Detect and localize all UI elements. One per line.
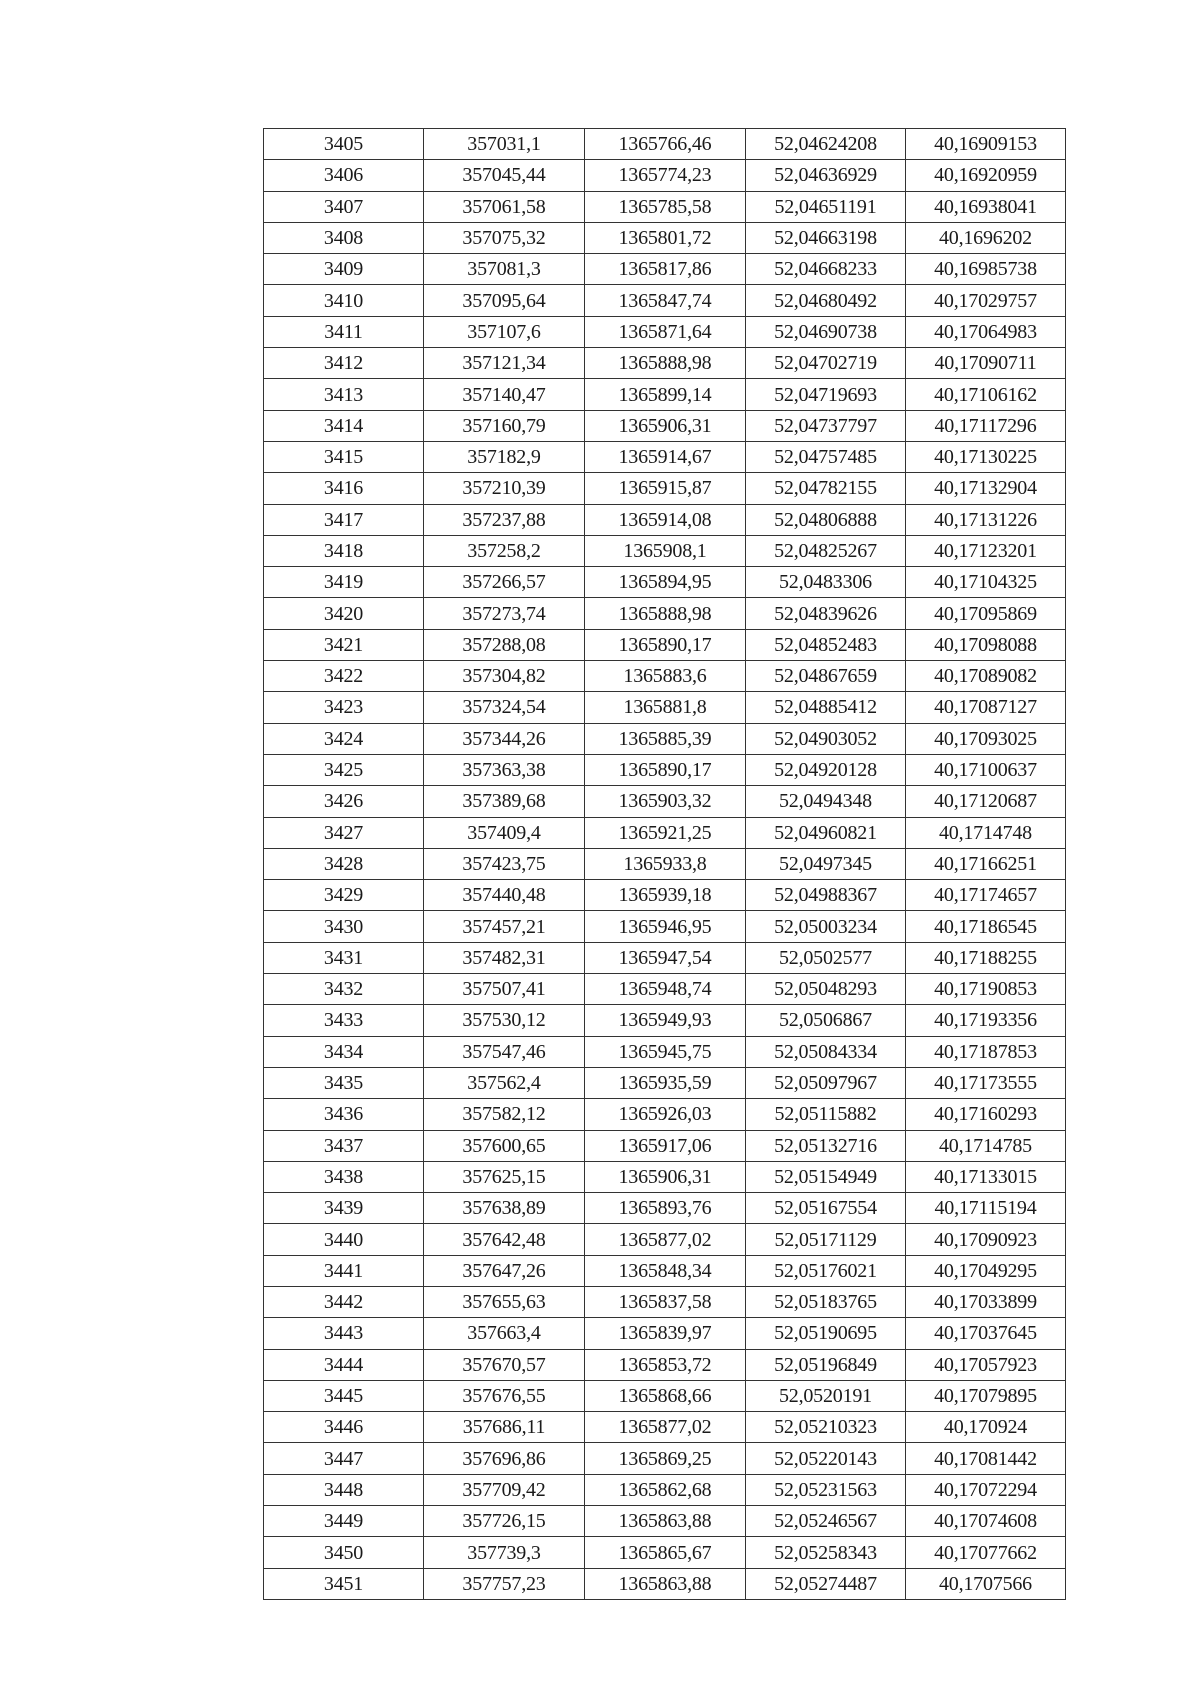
table-row bbox=[264, 692, 1066, 723]
table-row bbox=[264, 410, 1066, 441]
table-cell: 40,17090923 bbox=[906, 1224, 1066, 1255]
table-cell: 40,16938041 bbox=[906, 191, 1066, 222]
table-cell: 357686,11 bbox=[424, 1412, 585, 1443]
table-cell: 52,05084334 bbox=[746, 1036, 906, 1067]
table-cell: 1365888,98 bbox=[585, 598, 746, 629]
table-cell: 52,04852483 bbox=[746, 629, 906, 660]
table-cell: 40,17081442 bbox=[906, 1443, 1066, 1474]
table-cell: 357726,15 bbox=[424, 1506, 585, 1537]
table-cell: 3439 bbox=[264, 1193, 424, 1224]
table-cell: 3446 bbox=[264, 1412, 424, 1443]
table-row bbox=[264, 254, 1066, 285]
table-row bbox=[264, 535, 1066, 566]
table-cell: 1365946,95 bbox=[585, 911, 746, 942]
table-cell: 357031,1 bbox=[424, 129, 585, 160]
table-cell: 1365917,06 bbox=[585, 1130, 746, 1161]
table-cell: 40,17131226 bbox=[906, 504, 1066, 535]
table-cell: 1365908,1 bbox=[585, 535, 746, 566]
table-cell: 1365885,39 bbox=[585, 723, 746, 754]
table-cell: 52,04757485 bbox=[746, 441, 906, 472]
table-cell: 52,04663198 bbox=[746, 222, 906, 253]
table-cell: 3407 bbox=[264, 191, 424, 222]
table-cell: 3438 bbox=[264, 1161, 424, 1192]
table-cell: 52,05210323 bbox=[746, 1412, 906, 1443]
table-cell: 1365847,74 bbox=[585, 285, 746, 316]
table-cell: 3443 bbox=[264, 1318, 424, 1349]
table-cell: 3449 bbox=[264, 1506, 424, 1537]
table-cell: 40,17166251 bbox=[906, 848, 1066, 879]
table-cell: 52,04920128 bbox=[746, 754, 906, 785]
table-row bbox=[264, 1224, 1066, 1255]
table-row bbox=[264, 285, 1066, 316]
table-cell: 3450 bbox=[264, 1537, 424, 1568]
table-row bbox=[264, 1193, 1066, 1224]
table-cell: 3418 bbox=[264, 535, 424, 566]
table-cell: 1365837,58 bbox=[585, 1286, 746, 1317]
table-cell: 357409,4 bbox=[424, 817, 585, 848]
table-cell: 357709,42 bbox=[424, 1474, 585, 1505]
table-cell: 52,05154949 bbox=[746, 1161, 906, 1192]
table-cell: 52,05115882 bbox=[746, 1099, 906, 1130]
table-cell: 52,04960821 bbox=[746, 817, 906, 848]
table-cell: 1365890,17 bbox=[585, 754, 746, 785]
table-cell: 52,05183765 bbox=[746, 1286, 906, 1317]
table-cell: 3414 bbox=[264, 410, 424, 441]
table-cell: 3433 bbox=[264, 1005, 424, 1036]
table-cell: 40,1707566 bbox=[906, 1568, 1066, 1599]
table-cell: 357121,34 bbox=[424, 348, 585, 379]
table-row bbox=[264, 1474, 1066, 1505]
table-row bbox=[264, 1255, 1066, 1286]
table-cell: 1365894,95 bbox=[585, 567, 746, 598]
table-cell: 52,0483306 bbox=[746, 567, 906, 598]
table-cell: 357676,55 bbox=[424, 1380, 585, 1411]
table-cell: 1365888,98 bbox=[585, 348, 746, 379]
table-cell: 357075,32 bbox=[424, 222, 585, 253]
table-cell: 40,1714785 bbox=[906, 1130, 1066, 1161]
table-cell: 1365801,72 bbox=[585, 222, 746, 253]
table-cell: 357507,41 bbox=[424, 974, 585, 1005]
table-cell: 1365914,08 bbox=[585, 504, 746, 535]
table-cell: 3441 bbox=[264, 1255, 424, 1286]
table-cell: 1365883,6 bbox=[585, 661, 746, 692]
table-cell: 1365948,74 bbox=[585, 974, 746, 1005]
table-cell: 357182,9 bbox=[424, 441, 585, 472]
table-cell: 52,04690738 bbox=[746, 316, 906, 347]
table-cell: 40,17190853 bbox=[906, 974, 1066, 1005]
table-cell: 1365947,54 bbox=[585, 942, 746, 973]
table-cell: 52,05258343 bbox=[746, 1537, 906, 1568]
table-cell: 40,17174657 bbox=[906, 880, 1066, 911]
table-cell: 40,17074608 bbox=[906, 1506, 1066, 1537]
table-cell: 40,16920959 bbox=[906, 160, 1066, 191]
table-cell: 357288,08 bbox=[424, 629, 585, 660]
table-cell: 3440 bbox=[264, 1224, 424, 1255]
table-row bbox=[264, 129, 1066, 160]
table-cell: 1365921,25 bbox=[585, 817, 746, 848]
table-cell: 40,17133015 bbox=[906, 1161, 1066, 1192]
table-cell: 40,17117296 bbox=[906, 410, 1066, 441]
table-row bbox=[264, 598, 1066, 629]
table-cell: 52,04680492 bbox=[746, 285, 906, 316]
table-cell: 357663,4 bbox=[424, 1318, 585, 1349]
table-cell: 40,17037645 bbox=[906, 1318, 1066, 1349]
table-cell: 1365774,23 bbox=[585, 160, 746, 191]
table-cell: 1365939,18 bbox=[585, 880, 746, 911]
table-cell: 40,17049295 bbox=[906, 1255, 1066, 1286]
table-row bbox=[264, 473, 1066, 504]
table-cell: 1365839,97 bbox=[585, 1318, 746, 1349]
table-cell: 1365863,88 bbox=[585, 1568, 746, 1599]
table-cell: 1365865,67 bbox=[585, 1537, 746, 1568]
table-cell: 357457,21 bbox=[424, 911, 585, 942]
table-row bbox=[264, 911, 1066, 942]
table-cell: 357757,23 bbox=[424, 1568, 585, 1599]
table-row bbox=[264, 379, 1066, 410]
table-cell: 1365906,31 bbox=[585, 410, 746, 441]
table-cell: 357045,44 bbox=[424, 160, 585, 191]
table-cell: 40,17186545 bbox=[906, 911, 1066, 942]
table-row bbox=[264, 1506, 1066, 1537]
table-cell: 3409 bbox=[264, 254, 424, 285]
table-cell: 40,17057923 bbox=[906, 1349, 1066, 1380]
table-cell: 40,17123201 bbox=[906, 535, 1066, 566]
table-row bbox=[264, 1161, 1066, 1192]
table-cell: 3410 bbox=[264, 285, 424, 316]
table-cell: 357237,88 bbox=[424, 504, 585, 535]
table-cell: 52,0506867 bbox=[746, 1005, 906, 1036]
table-cell: 40,17033899 bbox=[906, 1286, 1066, 1317]
table-cell: 357625,15 bbox=[424, 1161, 585, 1192]
table-cell: 1365869,25 bbox=[585, 1443, 746, 1474]
table-row bbox=[264, 629, 1066, 660]
table-cell: 40,17173555 bbox=[906, 1067, 1066, 1098]
table-row bbox=[264, 723, 1066, 754]
table-cell: 1365926,03 bbox=[585, 1099, 746, 1130]
table-cell: 3451 bbox=[264, 1568, 424, 1599]
table-cell: 52,05132716 bbox=[746, 1130, 906, 1161]
table-row bbox=[264, 1412, 1066, 1443]
table-row bbox=[264, 661, 1066, 692]
table-cell: 1365903,32 bbox=[585, 786, 746, 817]
table-cell: 1365863,88 bbox=[585, 1506, 746, 1537]
table-cell: 357061,58 bbox=[424, 191, 585, 222]
table-cell: 40,17072294 bbox=[906, 1474, 1066, 1505]
table-row bbox=[264, 441, 1066, 472]
table-cell: 3434 bbox=[264, 1036, 424, 1067]
table-cell: 52,05274487 bbox=[746, 1568, 906, 1599]
table-row bbox=[264, 191, 1066, 222]
table-cell: 1365933,8 bbox=[585, 848, 746, 879]
table-cell: 3421 bbox=[264, 629, 424, 660]
table-cell: 1365877,02 bbox=[585, 1224, 746, 1255]
table-cell: 52,04839626 bbox=[746, 598, 906, 629]
table-cell: 1365949,93 bbox=[585, 1005, 746, 1036]
table-cell: 357160,79 bbox=[424, 410, 585, 441]
table-row bbox=[264, 1099, 1066, 1130]
table-cell: 52,04867659 bbox=[746, 661, 906, 692]
table-cell: 357562,4 bbox=[424, 1067, 585, 1098]
table-cell: 52,04806888 bbox=[746, 504, 906, 535]
table-cell: 1365893,76 bbox=[585, 1193, 746, 1224]
table-cell: 40,17029757 bbox=[906, 285, 1066, 316]
table-cell: 40,17090711 bbox=[906, 348, 1066, 379]
table-row bbox=[264, 817, 1066, 848]
table-cell: 40,17132904 bbox=[906, 473, 1066, 504]
table-row bbox=[264, 504, 1066, 535]
table-cell: 1365945,75 bbox=[585, 1036, 746, 1067]
table-cell: 1365785,58 bbox=[585, 191, 746, 222]
table-cell: 40,17098088 bbox=[906, 629, 1066, 660]
table-cell: 52,0520191 bbox=[746, 1380, 906, 1411]
table-cell: 52,04825267 bbox=[746, 535, 906, 566]
table-cell: 40,17095869 bbox=[906, 598, 1066, 629]
table-row bbox=[264, 348, 1066, 379]
table-cell: 3435 bbox=[264, 1067, 424, 1098]
table-row bbox=[264, 880, 1066, 911]
table-cell: 357642,48 bbox=[424, 1224, 585, 1255]
table-cell: 3442 bbox=[264, 1286, 424, 1317]
table-cell: 40,17079895 bbox=[906, 1380, 1066, 1411]
table-cell: 357273,74 bbox=[424, 598, 585, 629]
table-cell: 40,17089082 bbox=[906, 661, 1066, 692]
table-cell: 3415 bbox=[264, 441, 424, 472]
table-cell: 3448 bbox=[264, 1474, 424, 1505]
table-cell: 52,05176021 bbox=[746, 1255, 906, 1286]
table-cell: 357081,3 bbox=[424, 254, 585, 285]
table-cell: 357547,46 bbox=[424, 1036, 585, 1067]
table-cell: 40,17087127 bbox=[906, 692, 1066, 723]
table-cell: 52,05196849 bbox=[746, 1349, 906, 1380]
table-cell: 357482,31 bbox=[424, 942, 585, 973]
table-cell: 3444 bbox=[264, 1349, 424, 1380]
table-cell: 3426 bbox=[264, 786, 424, 817]
table-row bbox=[264, 1036, 1066, 1067]
table-cell: 3413 bbox=[264, 379, 424, 410]
table-cell: 3411 bbox=[264, 316, 424, 347]
table-row bbox=[264, 160, 1066, 191]
table-cell: 52,05231563 bbox=[746, 1474, 906, 1505]
table-row bbox=[264, 1537, 1066, 1568]
table-row bbox=[264, 1067, 1066, 1098]
table-row bbox=[264, 1286, 1066, 1317]
table-cell: 40,17120687 bbox=[906, 786, 1066, 817]
table-cell: 52,0502577 bbox=[746, 942, 906, 973]
table-row bbox=[264, 942, 1066, 973]
coordinates-table-body bbox=[264, 129, 1066, 1600]
table-cell: 52,05048293 bbox=[746, 974, 906, 1005]
table-cell: 40,17130225 bbox=[906, 441, 1066, 472]
table-cell: 1365881,8 bbox=[585, 692, 746, 723]
table-cell: 52,04624208 bbox=[746, 129, 906, 160]
table-row bbox=[264, 1130, 1066, 1161]
table-cell: 357582,12 bbox=[424, 1099, 585, 1130]
table-cell: 1365899,14 bbox=[585, 379, 746, 410]
table-cell: 52,0494348 bbox=[746, 786, 906, 817]
table-cell: 1365871,64 bbox=[585, 316, 746, 347]
table-cell: 40,17064983 bbox=[906, 316, 1066, 347]
table-cell: 40,17115194 bbox=[906, 1193, 1066, 1224]
table-cell: 52,05097967 bbox=[746, 1067, 906, 1098]
table-cell: 357140,47 bbox=[424, 379, 585, 410]
table-row bbox=[264, 848, 1066, 879]
table-cell: 40,17187853 bbox=[906, 1036, 1066, 1067]
table-cell: 3412 bbox=[264, 348, 424, 379]
table-cell: 357304,82 bbox=[424, 661, 585, 692]
table-row bbox=[264, 222, 1066, 253]
table-cell: 357095,64 bbox=[424, 285, 585, 316]
table-cell: 52,04903052 bbox=[746, 723, 906, 754]
table-cell: 52,04719693 bbox=[746, 379, 906, 410]
table-cell: 52,0497345 bbox=[746, 848, 906, 879]
table-cell: 357655,63 bbox=[424, 1286, 585, 1317]
table-row bbox=[264, 1005, 1066, 1036]
table-cell: 52,05171129 bbox=[746, 1224, 906, 1255]
table-cell: 40,17093025 bbox=[906, 723, 1066, 754]
coordinates-table bbox=[263, 128, 1066, 1600]
table-cell: 3423 bbox=[264, 692, 424, 723]
table-cell: 40,16985738 bbox=[906, 254, 1066, 285]
table-cell: 357210,39 bbox=[424, 473, 585, 504]
table-row bbox=[264, 316, 1066, 347]
table-cell: 40,17077662 bbox=[906, 1537, 1066, 1568]
table-cell: 40,16909153 bbox=[906, 129, 1066, 160]
table-cell: 52,04636929 bbox=[746, 160, 906, 191]
table-cell: 3406 bbox=[264, 160, 424, 191]
table-cell: 40,17193356 bbox=[906, 1005, 1066, 1036]
table-row bbox=[264, 1349, 1066, 1380]
table-cell: 357363,38 bbox=[424, 754, 585, 785]
table-cell: 3430 bbox=[264, 911, 424, 942]
table-cell: 357600,65 bbox=[424, 1130, 585, 1161]
table-cell: 357107,6 bbox=[424, 316, 585, 347]
table-cell: 52,04651191 bbox=[746, 191, 906, 222]
table-cell: 3432 bbox=[264, 974, 424, 1005]
table-cell: 40,17104325 bbox=[906, 567, 1066, 598]
table-cell: 1365853,72 bbox=[585, 1349, 746, 1380]
table-cell: 357530,12 bbox=[424, 1005, 585, 1036]
table-cell: 1365817,86 bbox=[585, 254, 746, 285]
table-cell: 357324,54 bbox=[424, 692, 585, 723]
table-cell: 52,04988367 bbox=[746, 880, 906, 911]
table-row bbox=[264, 1568, 1066, 1599]
table-cell: 52,04885412 bbox=[746, 692, 906, 723]
table-cell: 3408 bbox=[264, 222, 424, 253]
table-row bbox=[264, 786, 1066, 817]
table-cell: 3436 bbox=[264, 1099, 424, 1130]
table-cell: 357266,57 bbox=[424, 567, 585, 598]
table-cell: 40,17100637 bbox=[906, 754, 1066, 785]
table-row bbox=[264, 974, 1066, 1005]
table-cell: 3428 bbox=[264, 848, 424, 879]
table-cell: 3419 bbox=[264, 567, 424, 598]
table-cell: 1365766,46 bbox=[585, 129, 746, 160]
table-cell: 357258,2 bbox=[424, 535, 585, 566]
table-cell: 357440,48 bbox=[424, 880, 585, 911]
table-cell: 52,05190695 bbox=[746, 1318, 906, 1349]
table-row bbox=[264, 1443, 1066, 1474]
table-cell: 3420 bbox=[264, 598, 424, 629]
table-cell: 3429 bbox=[264, 880, 424, 911]
table-row bbox=[264, 1318, 1066, 1349]
table-cell: 1365935,59 bbox=[585, 1067, 746, 1098]
table-cell: 357344,26 bbox=[424, 723, 585, 754]
table-cell: 1365848,34 bbox=[585, 1255, 746, 1286]
table-cell: 52,04782155 bbox=[746, 473, 906, 504]
table-cell: 357423,75 bbox=[424, 848, 585, 879]
table-cell: 357389,68 bbox=[424, 786, 585, 817]
table-cell: 3431 bbox=[264, 942, 424, 973]
table-cell: 3422 bbox=[264, 661, 424, 692]
table-row bbox=[264, 567, 1066, 598]
table-cell: 1365915,87 bbox=[585, 473, 746, 504]
table-cell: 52,05167554 bbox=[746, 1193, 906, 1224]
table-cell: 1365890,17 bbox=[585, 629, 746, 660]
table-cell: 3445 bbox=[264, 1380, 424, 1411]
table-cell: 3437 bbox=[264, 1130, 424, 1161]
table-row bbox=[264, 754, 1066, 785]
table-cell: 357670,57 bbox=[424, 1349, 585, 1380]
table-cell: 52,05220143 bbox=[746, 1443, 906, 1474]
table-cell: 357638,89 bbox=[424, 1193, 585, 1224]
table-cell: 52,05246567 bbox=[746, 1506, 906, 1537]
table-row bbox=[264, 1380, 1066, 1411]
table-cell: 40,1696202 bbox=[906, 222, 1066, 253]
table-cell: 3425 bbox=[264, 754, 424, 785]
table-cell: 40,17160293 bbox=[906, 1099, 1066, 1130]
table-cell: 52,04737797 bbox=[746, 410, 906, 441]
table-cell: 52,04668233 bbox=[746, 254, 906, 285]
table-cell: 40,17188255 bbox=[906, 942, 1066, 973]
table-cell: 52,04702719 bbox=[746, 348, 906, 379]
table-cell: 357739,3 bbox=[424, 1537, 585, 1568]
table-cell: 1365906,31 bbox=[585, 1161, 746, 1192]
table-cell: 3405 bbox=[264, 129, 424, 160]
table-cell: 40,170924 bbox=[906, 1412, 1066, 1443]
table-cell: 3447 bbox=[264, 1443, 424, 1474]
table-cell: 3417 bbox=[264, 504, 424, 535]
table-cell: 1365914,67 bbox=[585, 441, 746, 472]
table-cell: 1365862,68 bbox=[585, 1474, 746, 1505]
table-cell: 52,05003234 bbox=[746, 911, 906, 942]
table-cell: 3427 bbox=[264, 817, 424, 848]
table-cell: 40,17106162 bbox=[906, 379, 1066, 410]
table-cell: 1365877,02 bbox=[585, 1412, 746, 1443]
table-cell: 357696,86 bbox=[424, 1443, 585, 1474]
table-cell: 3416 bbox=[264, 473, 424, 504]
table-cell: 40,1714748 bbox=[906, 817, 1066, 848]
table-cell: 357647,26 bbox=[424, 1255, 585, 1286]
table-cell: 3424 bbox=[264, 723, 424, 754]
table-cell: 1365868,66 bbox=[585, 1380, 746, 1411]
